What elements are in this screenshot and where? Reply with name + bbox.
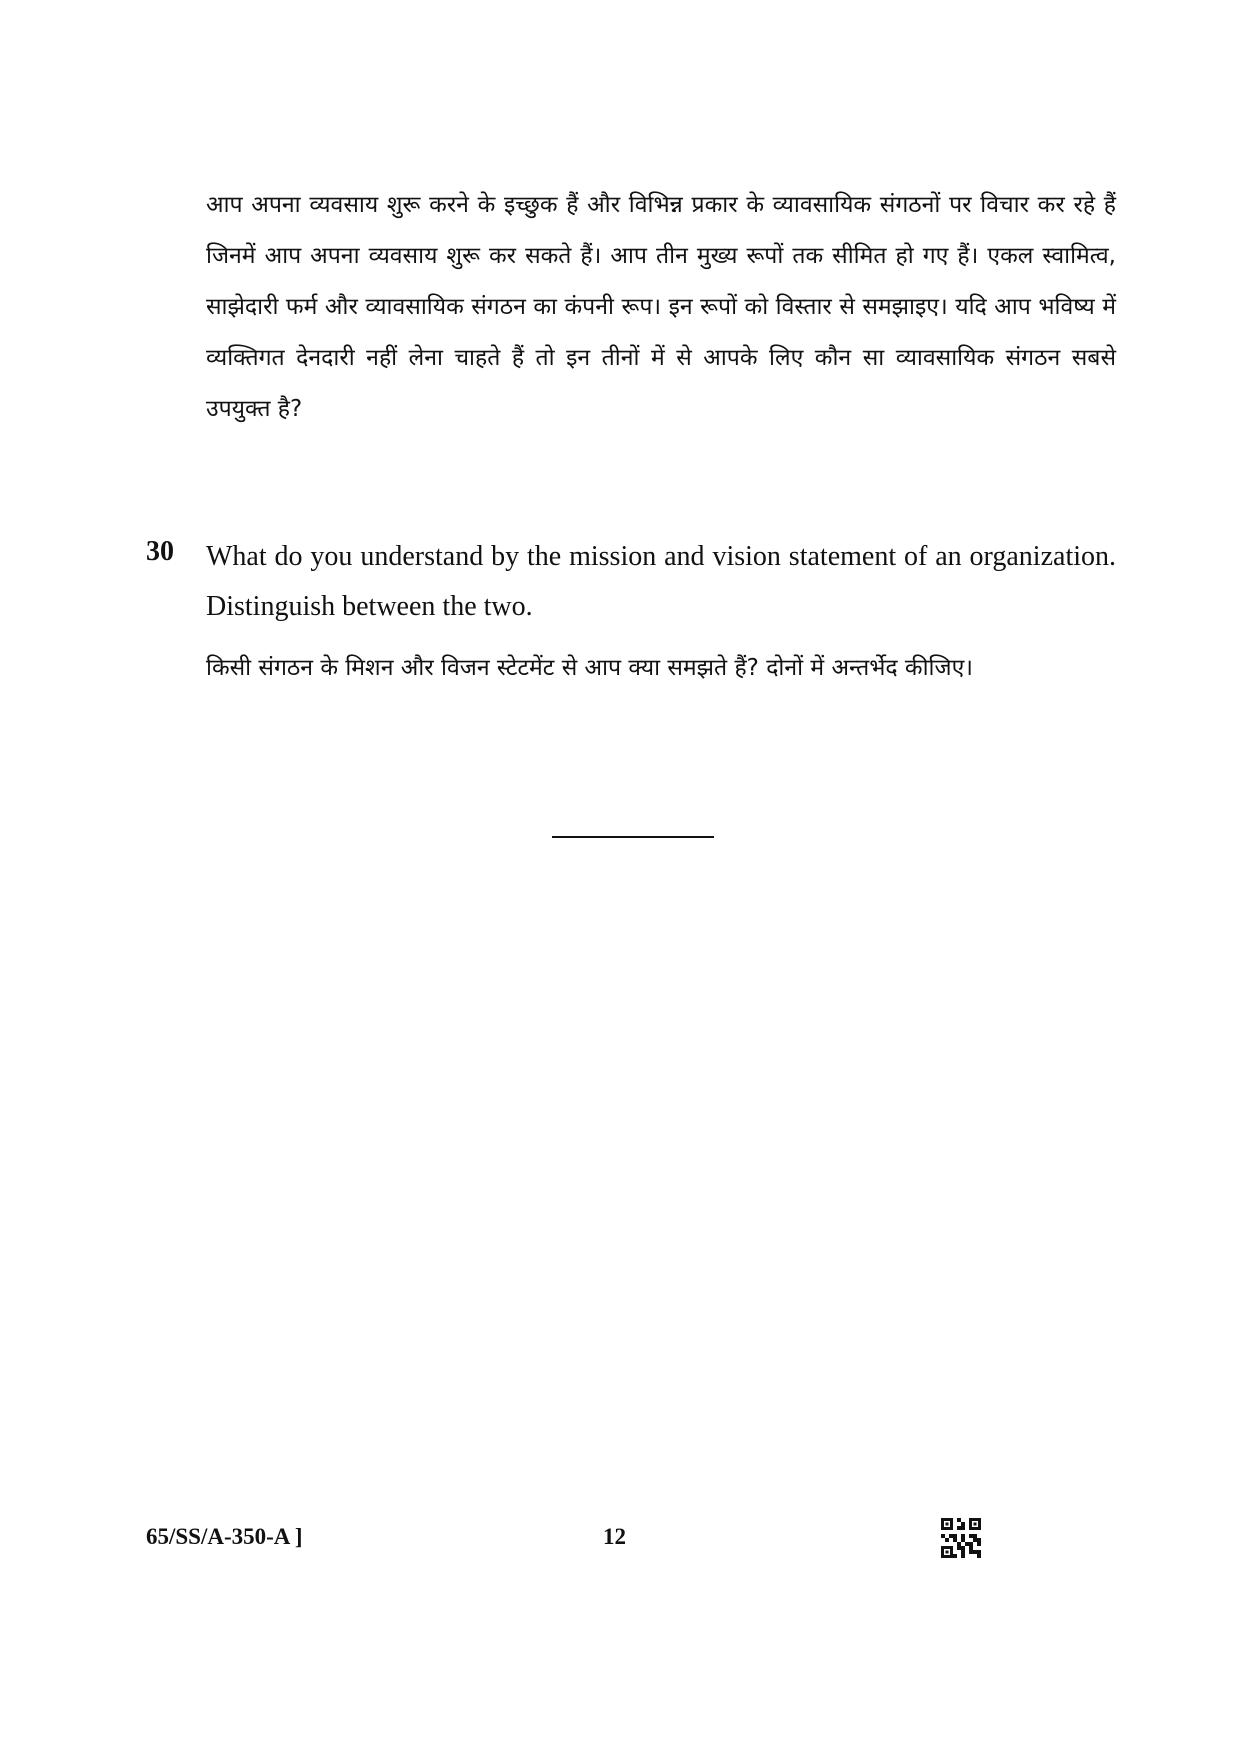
paper-code: 65/SS/A-350-A ]	[146, 1524, 303, 1549]
page-number: 12	[603, 1524, 626, 1549]
previous-question-hindi-text: आप अपना व्यवसाय शुरू करने के इच्छुक हैं और विभिन्न प्रकार के व्यावसायिक संगठनों पर विचार कर रहे हैं जिनमें आप अपना व्यवसाय शुरू कर सकते हैं। आप तीन मुख्य रूपों तक सीमित हो गए हैं। एकल स्वामित्व, साझेदारी फर्म और व्यावसायिक संगठन का कंपनी रूप। इन रूपों को विस्तार से समझाइए। यदि आप भविष्य में व्यक्तिगत देनदारी नहीं लेना चाहते हैं तो इन तीनों में से आपके लिए कौन सा व्यावसायिक संगठन सबसे उपयुक्त है?	[206, 192, 1116, 422]
end-of-paper-rule	[552, 836, 714, 838]
question-hindi-text: किसी संगठन के मिशन और विजन स्टेटमेंट से आप क्या समझते हैं? दोनों में अन्तर्भेद कीजिए।	[206, 655, 974, 681]
qr-code-icon	[941, 1518, 981, 1558]
question-number: 30	[146, 536, 174, 567]
question-english-text: What do you understand by the mission and vision statement of an organization. Distinguish between the two.	[206, 541, 1116, 622]
